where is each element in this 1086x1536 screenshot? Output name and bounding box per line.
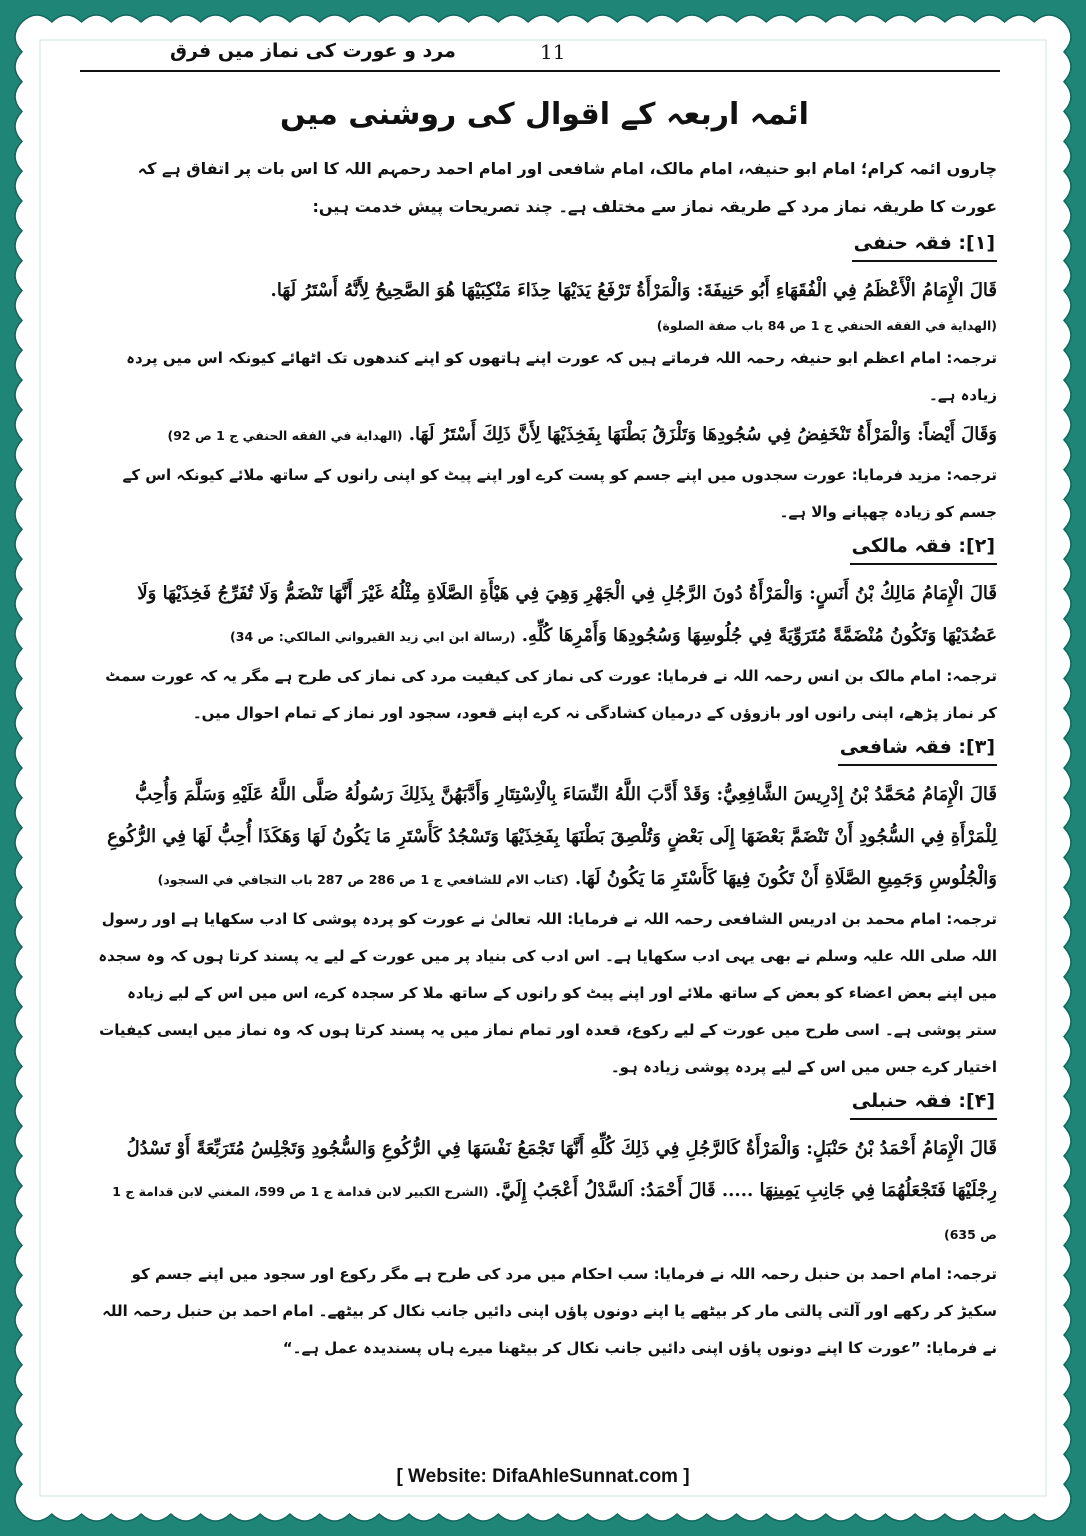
arabic-quote: قَالَ الْإِمَامُ مُحَمَّدُ بْنُ إِدْرِيسَ الشَّافِعِيُّ: وَقَدْ أَدَّبَ اللَّهُ النِّسَاءَ بِالْاِسْتِتَارِ وَأَدَّبَهُنَّ بِذَلِكَ رَسُولُهُ صَلَّى اللَّهُ عَلَيْهِ وَسَلَّمَ وَأُحِبُّ لِلْمَرْأَةِ فِي السُّجُودِ أَنْ تَنْضَمَّ بَعْضَهَا إِلَى بَعْضٍ وَتُلْصِقَ بَطْنَهَا بِفَخِذَيْهَا وَتَسْجُدُ كَأَسْتَرِ مَا يَكُونُ لَهَا وَهَكَذَا أُحِبُّ لَهَا فِي الرُّكُوعِ وَالْجُلُوسِ وَجَمِيعِ الصَّلَاةِ أَنْ تَكُونَ فِيهَا كَأَسْتَرِ مَا يَكُونُ لَهَا. [107, 784, 997, 889]
translation: ترجمہ: امام احمد بن حنبل رحمہ اللہ نے فرمایا: سب احکام میں مرد کی طرح ہے مگر رکوع اور سجود میں اپنے جسم کو سکیڑ کر رکھے اور آلتی پالتی مار کر بیٹھے یا اپنے دونوں پاؤں اپنی دائیں جانب نکال کر بیٹھے۔ امام احمد بن حنبل رحمہ اللہ نے فرمایا: ”عورت کا اپنے دونوں پاؤں اپنی دائیں جانب نکال کر بیٹھنا میرے ہاں پسندیدہ عمل ہے۔“ [102, 1265, 997, 1357]
translation: ترجمہ: امام اعظم ابو حنیفہ رحمہ اللہ فرماتے ہیں کہ عورت اپنے ہاتھوں کو اپنے کندھوں تک اٹھائے کیونکہ اس میں پردہ زیادہ ہے۔ [126, 349, 997, 404]
reference: (الهداية في الفقه الحنفي ج 1 ص 92) [167, 428, 403, 443]
intro-paragraph: چاروں ائمہ کرام؛ امام ابو حنیفہ، امام مالک، امام شافعی اور امام احمد رحمہم اللہ کا اس بات پر اتفاق ہے کہ عورت کا طریقہ نماز مرد کے طریقہ نماز سے مختلف ہے۔ چند تصریحات پیش خدمت ہیں: [137, 159, 997, 216]
reference: (كتاب الام للشافعي ج 1 ص 286 ص 287 باب التجافي في السجود) [157, 872, 569, 887]
translation: ترجمہ: مزید فرمایا: عورت سجدوں میں اپنے جسم کو پست کرے اور اپنے پیٹ کو اپنی رانوں کے ساتھ ملائے کیونکہ اس کے جسم کو زیادہ چھپانے والا ہے۔ [122, 466, 997, 521]
reference: (الشرح الكبير لابن قدامة ج 1 ص 599، المغني لابن قدامة ج 1 ص 635) [112, 1184, 997, 1242]
section-heading-hanbali: [۴]: فقہ حنبلی [850, 1090, 997, 1120]
section-shafii [92, 736, 997, 1086]
book-title: مرد و عورت کی نماز میں فرق [170, 40, 456, 62]
section-heading-shafii: [۳]: فقہ شافعی [838, 736, 997, 766]
page-title: ائمہ اربعہ کے اقوال کی روشنی میں [280, 97, 809, 132]
reference: (رسالة ابن ابي زيد القيرواني المالكي: ص 34) [230, 629, 516, 644]
arabic-quote-with-ref [92, 1128, 997, 1256]
arabic-quote-with-ref [92, 573, 997, 658]
section-heading-hanafi: [۱]: فقہ حنفی [852, 232, 997, 262]
arabic-quote: وَقَالَ أَيْضاً: وَالْمَرْأَةُ تَنْخَفِضُ فِي سُجُودِهَا وَتَلْزَقُ بَطْنَهَا بِفَخِذَيْهَا لِأَنَّ ذَلِكَ أَسْتَرُ لَهَا. [408, 424, 997, 445]
arabic-quote-with-ref [92, 414, 997, 457]
section-hanafi [92, 232, 997, 531]
arabic-quote-with-ref [92, 774, 997, 901]
translation: ترجمہ: امام محمد بن ادریس الشافعی رحمہ اللہ نے فرمایا: اللہ تعالیٰ نے عورت کو پردہ پوشی کا ادب سکھایا ہے اور رسول اللہ صلی اللہ علیہ وسلم نے بھی یہی ادب سکھایا ہے۔ اس ادب کی بنیاد پر میں عورت کے لیے یہ پسند کرتا ہوں کہ وہ سجدہ میں اپنے بعض اعضاء کو بعض کے ساتھ ملائے اور اپنے پیٹ کو رانوں کے ساتھ ملا کر سجدہ کرے، اس میں اس کے لیے زیادہ ستر پوشی ہے۔ اسی طرح میں عورت کے لیے رکوع، قعدہ اور تمام نماز میں یہ پسند کرتا ہوں کہ وہ نماز میں ایسی کیفیات اختیار کرے جس میں اس کے لیے پردہ پوشی زیادہ ہو۔ [98, 910, 997, 1076]
translation: ترجمہ: امام مالک بن انس رحمہ اللہ نے فرمایا: عورت کی نماز کی کیفیت مرد کی نماز کی طرح ہے مگر یہ کہ عورت سمٹ کر نماز پڑھے، اپنی رانوں اور بازوؤں کے درمیان کشادگی نہ کرے اپنے قعود، سجود اور نماز کے تمام احوال میں۔ [105, 667, 997, 722]
arabic-quote: قَالَ الْإِمَامُ أَحْمَدُ بْنُ حَنْبَلٍ: وَالْمَرْأَةُ كَالرَّجُلِ فِي ذَلِكَ كُلِّهِ أَنَّهَا تَجْمَعُ نَفْسَهَا فِي الرُّكُوعِ وَالسُّجُودِ وَتَجْلِسُ مُتَرَبِّعَةً أَوْ تَسْدُلُ رِجْلَيْهَا فَتَجْعَلُهُمَا فِي جَانِبِ يَمِينِهَا ..... قَالَ أَحْمَدُ: اَلسَّدْلُ أَعْجَبُ إِلَيَّ. [126, 1138, 997, 1201]
section-maliki [92, 535, 997, 732]
page-content [92, 95, 997, 1465]
section-heading-maliki: [۲]: فقہ مالکی [850, 535, 997, 565]
arabic-quote: قَالَ الْإِمَامُ مَالِكُ بْنُ أَنَسٍ: وَالْمَرْأَةُ دُونَ الرَّجُلِ فِي الْجَهْرِ وَهِيَ فِي هَيْأَةِ الصَّلَاةِ مِثْلُهُ غَيْرَ أَنَّهَا تَنْضَمُّ وَلَا تُفَرِّجُ فَخِذَيْهَا وَلَا عَضُدَيْهَا وَتَكُونُ مُنْضَمَّةً مُتَرَوِّيَةً فِي جُلُوسِهَا وَسُجُودِهَا وَأَمْرِهَا كُلِّهِ. [137, 583, 997, 646]
running-header [80, 40, 1000, 72]
page-number: 11 [540, 40, 566, 64]
section-hanbali [92, 1090, 997, 1367]
header-rule [80, 70, 1000, 72]
reference: (الهداية في الفقه الحنفي ج 1 ص 84 باب صفة الصلوة) [656, 318, 997, 333]
arabic-quote: قَالَ الْإِمَامُ الْأَعْظَمُ فِي الْفُقَهَاءِ أَبُو حَنِيفَةَ: وَالْمَرْأَةُ تَرْفَعُ يَدَيْهَا حِذَاءَ مَنْكِبَيْهَا هُوَ الصَّحِيحُ لِأَنَّهُ أَسْتَرُ لَهَا. [270, 280, 997, 301]
website-footer: [ Website: DifaAhleSunnat.com ] [396, 1466, 690, 1487]
